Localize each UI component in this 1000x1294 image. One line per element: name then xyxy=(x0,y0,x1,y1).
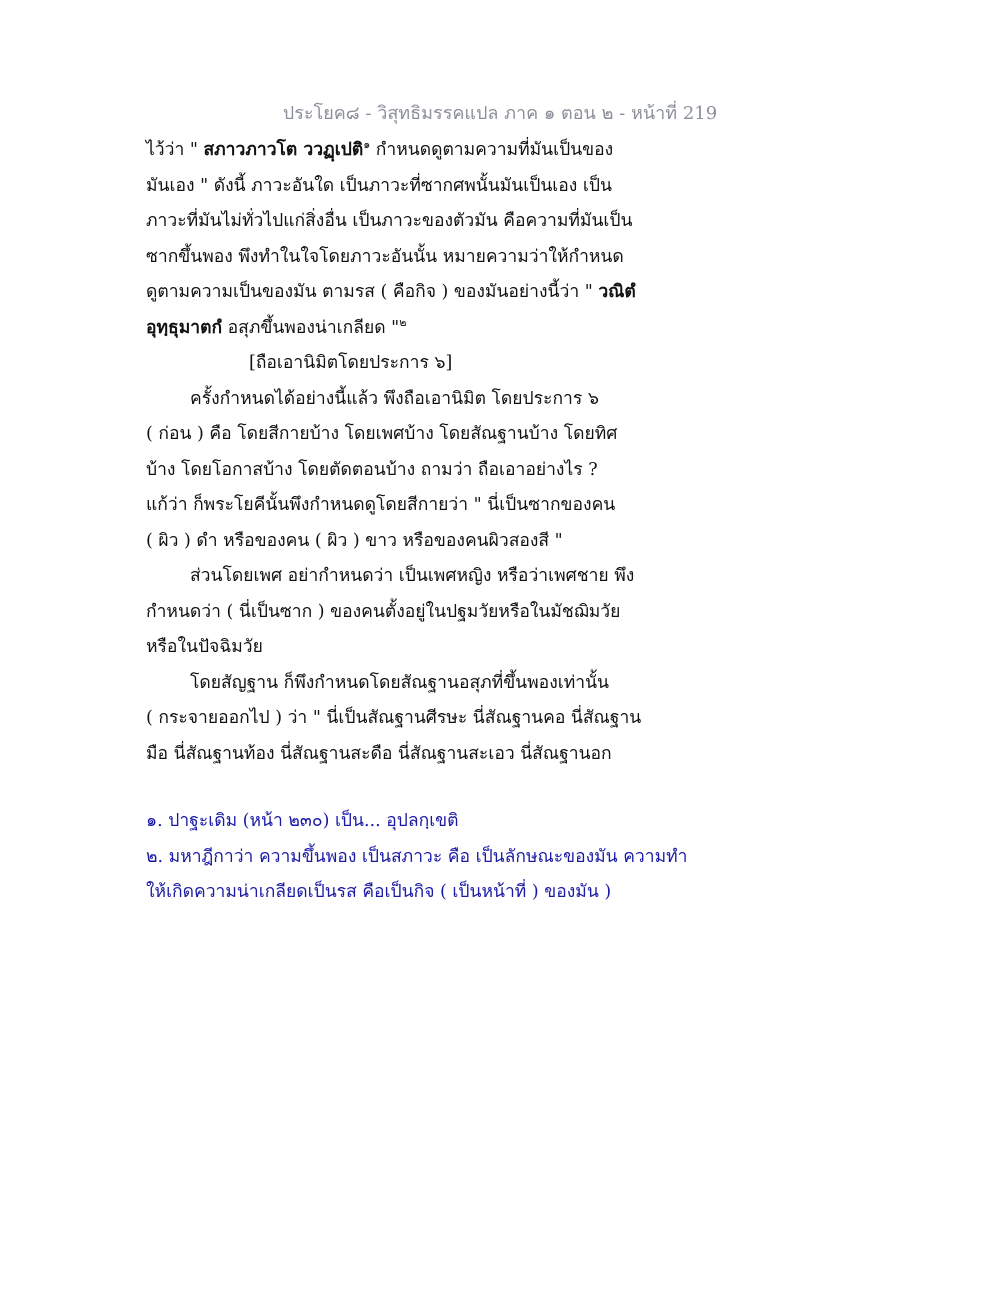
running-header: ประโยค๘ - วิสุทธิมรรคแปล ภาค ๑ ตอน ๒ - หน้าที่ 219 xyxy=(282,103,718,124)
text-line: แก้ว่า ก็พระโยคีนั้นพึงกำหนดดูโดยสีกายว่า " นี่เป็นซากของคน xyxy=(146,495,616,515)
footnote-ref: ๒ xyxy=(399,315,407,329)
section-heading: [ถือเอานิมิตโดยประการ ๖] xyxy=(249,353,453,373)
pali-term: วณิตํ xyxy=(598,282,636,302)
paragraph-start: ส่วนโดยเพศ อย่ากำหนดว่า เป็นเพศหญิง หรือว่าเพศชาย พึง xyxy=(190,566,635,586)
pali-term: อุทฺธุมาตกํ xyxy=(146,317,223,338)
footnote-1: ๑. ปาฐะเดิม (หน้า ๒๓๐) เป็น... อุปลกฺเขติ xyxy=(146,811,459,831)
text-line: ซากขึ้นพอง พึงทำในใจโดยภาวะอันนั้น หมายความว่าให้กำหนด xyxy=(146,246,624,267)
text-line: กำหนดว่า ( นี่เป็นซาก ) ของคนตั้งอยู่ในปฐมวัยหรือในมัชฌิมวัย xyxy=(146,601,621,622)
paragraph-start: ครั้งกำหนดได้อย่างนี้แล้ว พึงถือเอานิมิต โดยประการ ๖ xyxy=(190,388,599,409)
footnote-2-continued: ให้เกิดความน่าเกลียดเป็นรส คือเป็นกิจ ( เป็นหน้าที่ ) ของมัน ) xyxy=(146,882,612,902)
text-line: ( ก่อน ) คือ โดยสีกายบ้าง โดยเพศบ้าง โดยสัณฐานบ้าง โดยทิศ xyxy=(146,424,618,444)
text-line: ภาวะที่มันไม่ทั่วไปแก่สิ่งอื่น เป็นภาวะของตัวมัน คือความที่มันเป็น xyxy=(146,211,633,231)
pali-term: สภาวภาวโต ววฏฺเปติ xyxy=(203,140,364,160)
text-line: ดูตามความเป็นของมัน ตามรส ( คือกิจ ) ของมันอย่างนี้ว่า " วณิตํ xyxy=(146,282,636,302)
text-line: ( ผิว ) ดำ หรือของคน ( ผิว ) ขาว หรือของคนผิวสองสี " xyxy=(146,530,563,551)
text-line: บ้าง โดยโอกาสบ้าง โดยตัดตอนบ้าง ถามว่า ถือเอาอย่างไร ? xyxy=(146,459,598,480)
text-line: ( กระจายออกไป ) ว่า " นี่เป็นสัณฐานศีรษะ นี่สัณฐานคอ นี่สัณฐาน xyxy=(146,708,642,728)
text-line: มันเอง " ดังนี้ ภาวะอันใด เป็นภาวะที่ซากศพนั้นมันเป็นเอง เป็น xyxy=(146,175,612,196)
footnote-ref: ๑ xyxy=(363,138,371,152)
footnotes xyxy=(146,804,866,911)
text-line: มือ นี่สัณฐานท้อง นี่สัณฐานสะดือ นี่สัณฐานสะเอว นี่สัณฐานอก xyxy=(146,743,612,764)
main-text xyxy=(146,133,866,772)
footnote-2: ๒. มหาฎีกาว่า ความขึ้นพอง เป็นสภาวะ คือ เป็นลักษณะของมัน ความทำ xyxy=(146,846,688,867)
text-line: ไว้ว่า " สภาวภาวโต ววฏฺเปติ$^๑$ กำหนดดูตามความที่มันเป็นของ xyxy=(146,138,614,160)
text-line: หรือในปัจฉิมวัย xyxy=(146,637,263,657)
text-line: อุทฺธุมาตกํ อสุภขึ้นพองน่าเกลียด "$^๒$ xyxy=(146,315,407,338)
paragraph-start: โดยสัญฐาน ก็พึงกำหนดโดยสัณฐานอสุภที่ขึ้นพองเท่านั้น xyxy=(190,672,610,693)
